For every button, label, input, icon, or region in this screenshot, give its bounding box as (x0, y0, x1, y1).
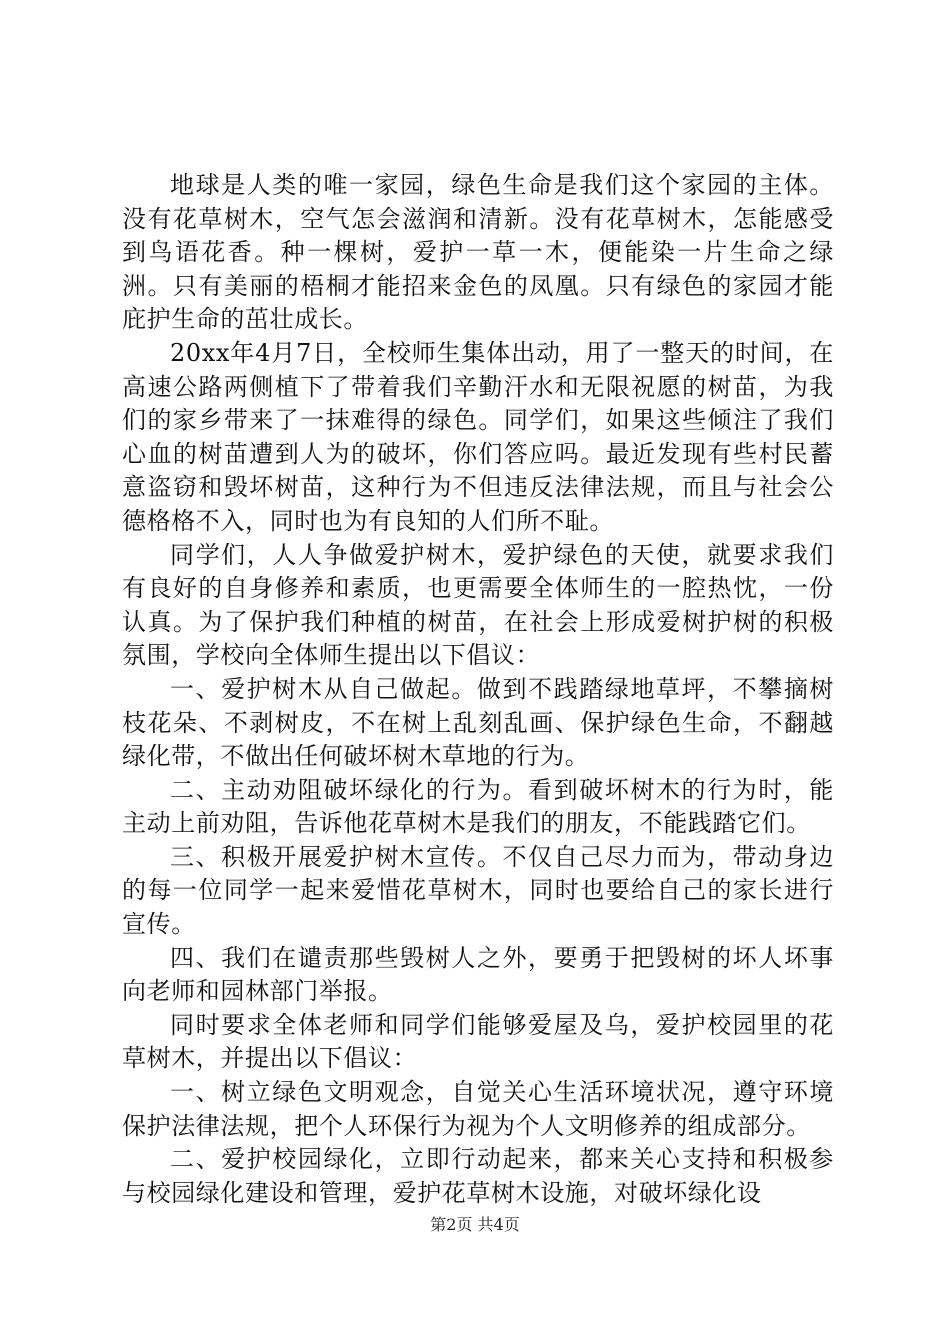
paragraph-6: 三、积极开展爱护树木宣传。不仅自己尽力而为，带动身边的每一位同学一起来爱惜花草树木，同时也要给自己的家长进行宣传。 (122, 842, 834, 939)
paragraph-7: 四、我们在谴责那些毁树人之外，要勇于把毁树的坏人坏事向老师和园林部门举报。 (122, 943, 834, 1006)
paragraph-10: 二、爱护校园绿化，立即行动起来，都来关心支持和积极参与校园绿化建设和管理，爱护花草树木设施，对破坏绿化设 (122, 1145, 834, 1207)
paragraph-9: 一、树立绿色文明观念，自觉关心生活环境状况，遵守环境保护法律法规，把个人环保行为视为个人文明修养的组成部分。 (122, 1078, 834, 1140)
paragraph-5: 二、主动劝阻破坏绿化的行为。看到破坏树木的行为时，能主动上前劝阻，告诉他花草树木是我们的朋友，不能践踏它们。 (122, 775, 834, 838)
page-footer: 第2页 共4页 (430, 1215, 520, 1234)
paragraph-3: 同学们，人人争做爱护树木，爱护绿色的天使，就要求我们有良好的自身修养和素质，也更需要全体师生的一腔热忱，一份认真。为了保护我们种植的树苗，在社会上形成爱树护树的积极氛围，学校向全体师生提出以下倡议： (122, 540, 834, 670)
paragraph-8: 同时要求全体老师和同学们能够爱屋及乌，爱护校园里的花草树木，并提出以下倡议： (122, 1010, 834, 1073)
paragraph-4: 一、爱护树木从自己做起。做到不践踏绿地草坪，不攀摘树枝花朵、不剥树皮，不在树上乱刻乱画、保护绿色生命，不翻越绿化带，不做出任何破坏树木草地的行为。 (122, 674, 834, 771)
paragraph-1: 地球是人类的唯一家园，绿色生命是我们这个家园的主体。没有花草树木，空气怎会滋润和清新。没有花草树木，怎能感受到鸟语花香。种一棵树，爱护一草一木，便能染一片生命之绿洲。只有美丽的梧桐才能招来金色的凤凰。只有绿色的家园才能庇护生命的茁壮成长。 (122, 171, 834, 334)
paragraph-2: 20xx年4月7日，全校师生集体出动，用了一整天的时间，在高速公路两侧植下了带着我们辛勤汗水和无限祝愿的树苗，为我们的家乡带来了一抹难得的绿色。同学们，如果这些倾注了我们心血的树苗遭到人为的破坏，你们答应吗。最近发现有些村民蓄意盗窃和毁坏树苗，这种行为不但违反法律法规，而且与社会公德格格不入，同时也为有良知的人们所不耻。 (122, 338, 834, 535)
document-body (122, 169, 834, 1210)
